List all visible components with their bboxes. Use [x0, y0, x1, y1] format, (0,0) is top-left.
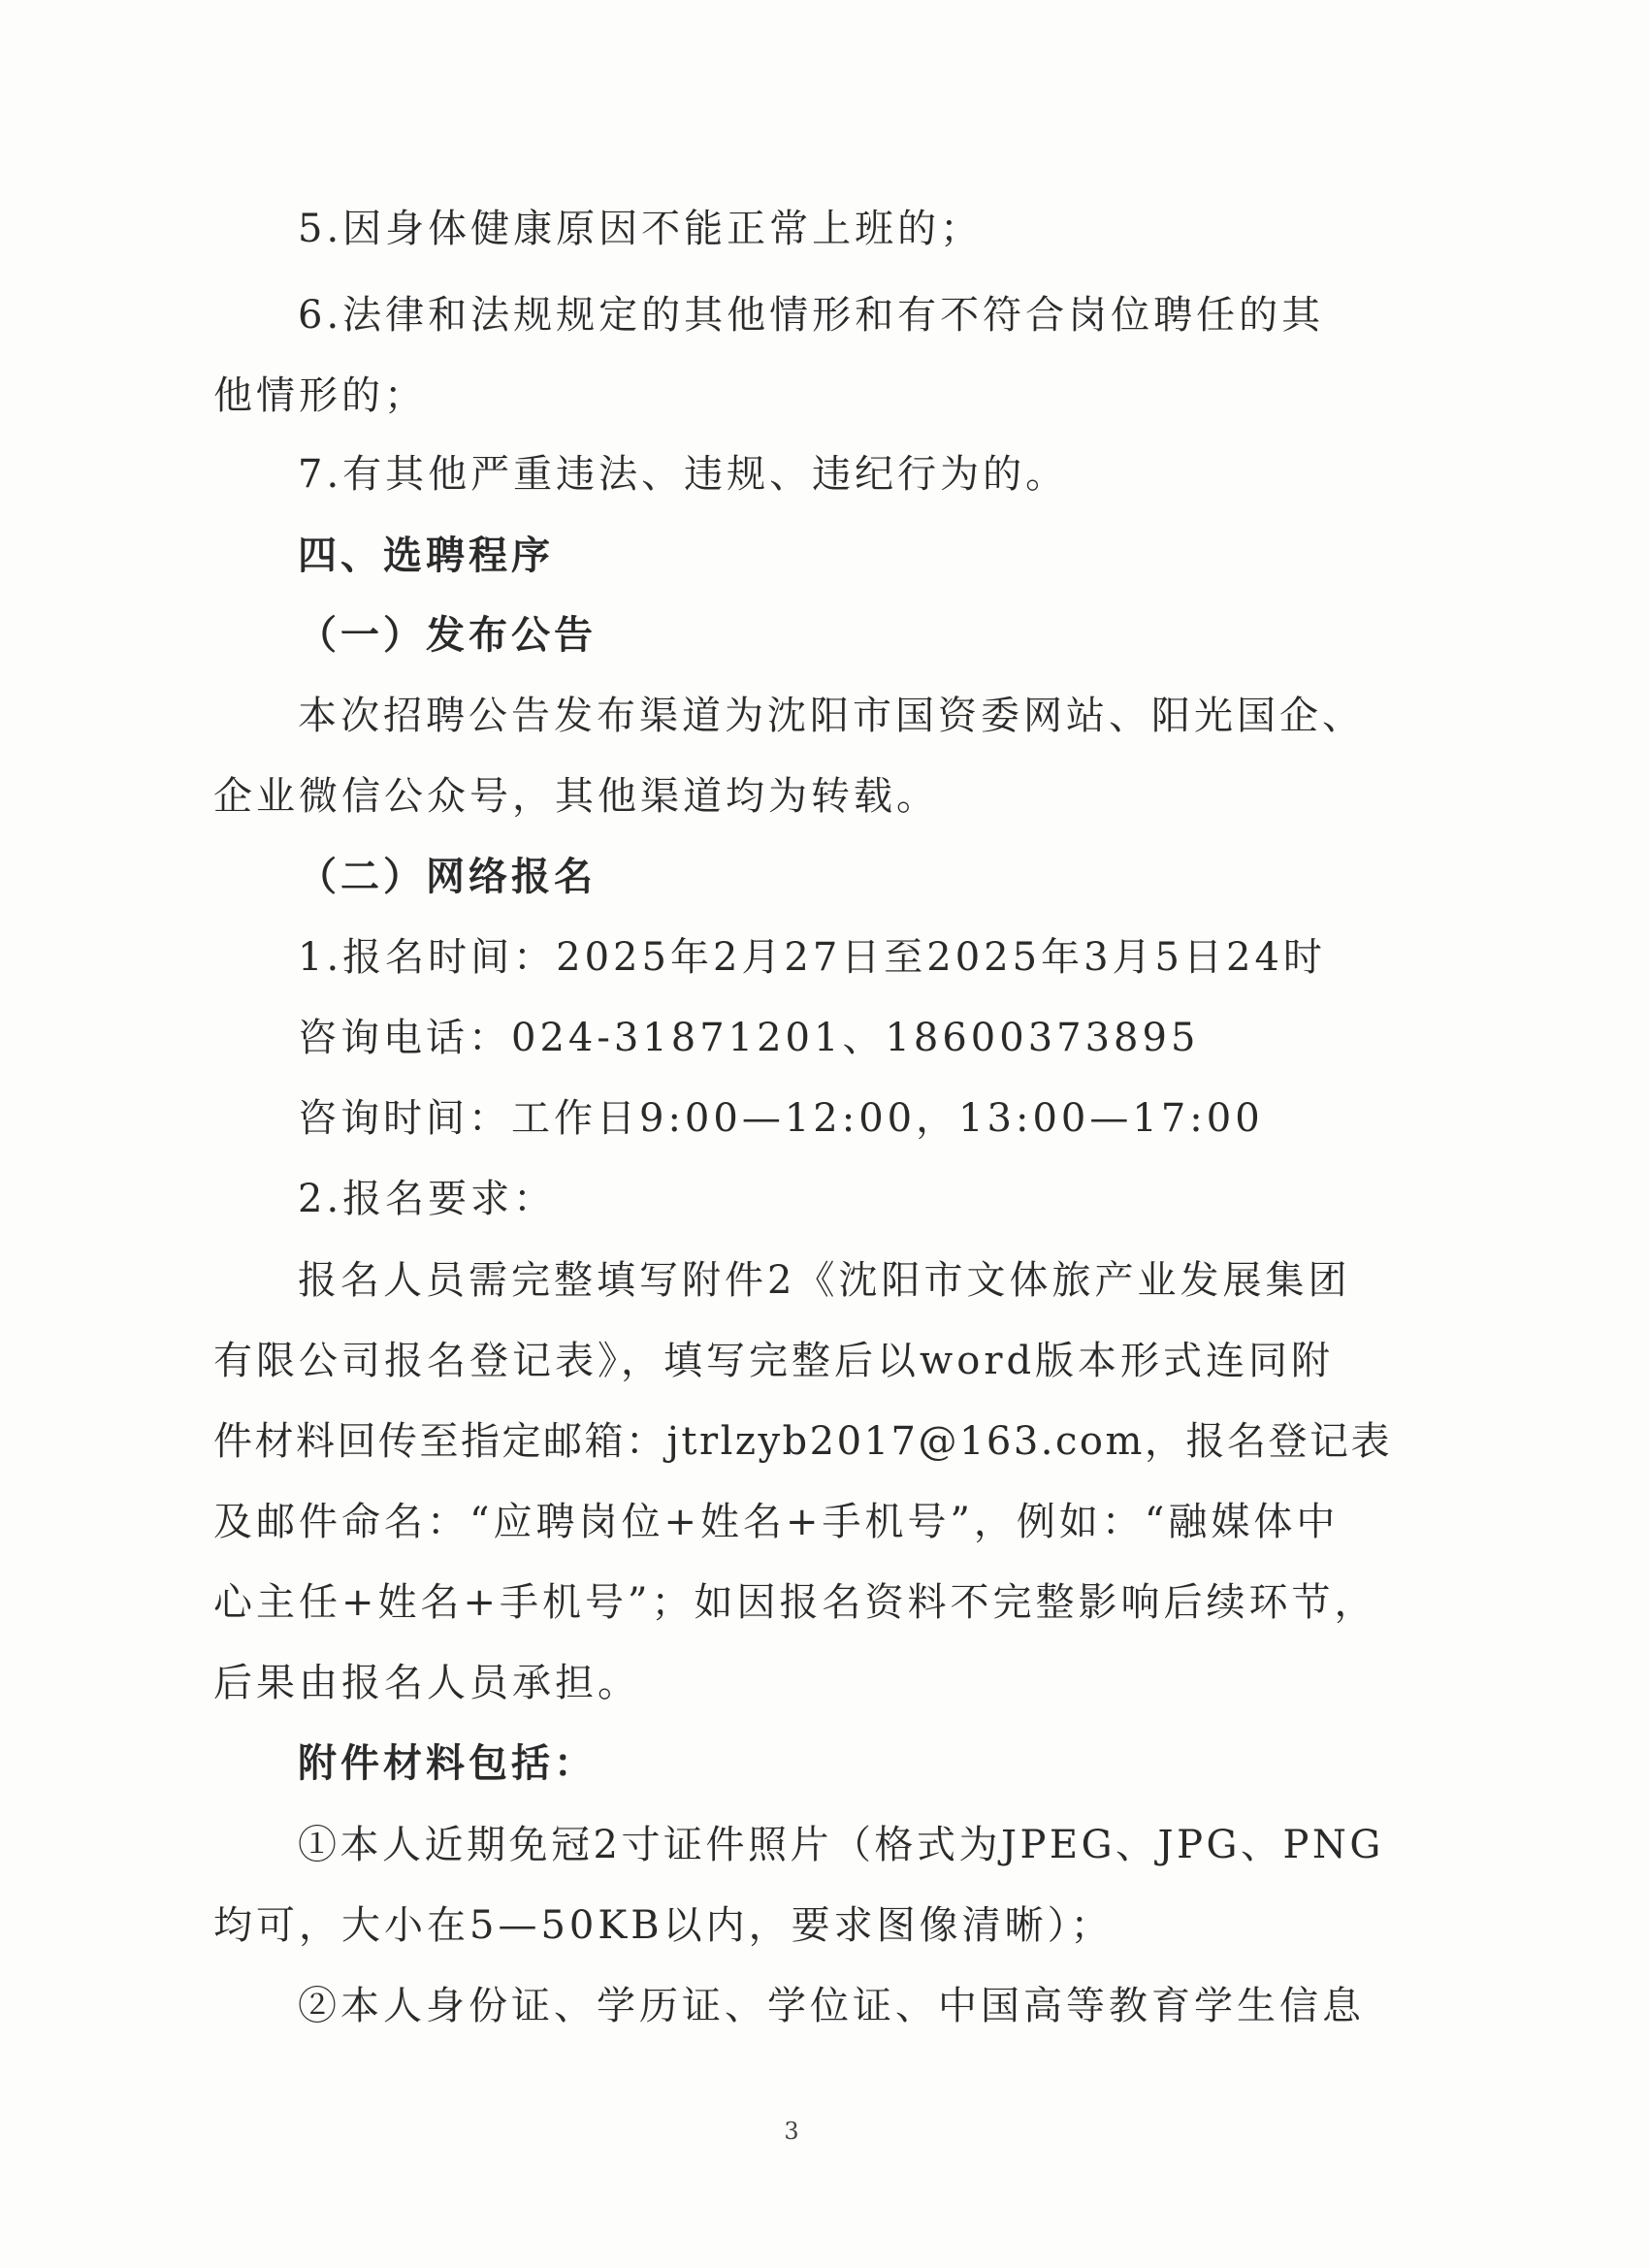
subsection-heading: （二）网络报名 — [298, 854, 597, 899]
text-line: 心主任+姓名+手机号”；如因报名资料不完整影响后续环节， — [213, 1580, 1377, 1625]
text-line: 7.有其他严重违法、违规、违纪行为的。 — [298, 452, 1069, 497]
text-line: 咨询时间：工作日9:00—12:00，13:00—17:00 — [298, 1096, 1264, 1141]
page-number: 3 — [784, 2118, 799, 2145]
text-line: 5.因身体健康原因不能正常上班的； — [298, 207, 984, 251]
text-line: 1.报名时间：2025年2月27日至2025年3月5日24时 — [298, 935, 1326, 980]
text-line: 及邮件命名：“应聘岗位+姓名+手机号”，例如：“融媒体中 — [213, 1500, 1340, 1544]
text-line: 本次招聘公告发布渠道为沈阳市国资委网站、阳光国企、 — [298, 694, 1365, 738]
text-line: 他情形的； — [213, 373, 427, 418]
text-line: 2.报名要求： — [298, 1177, 557, 1221]
text-line: ②本人身份证、学历证、学位证、中国高等教育学生信息 — [298, 1984, 1365, 2028]
attachment-heading: 附件材料包括： — [298, 1740, 597, 1786]
text-line: 企业微信公众号，其他渠道均为转载。 — [213, 774, 939, 819]
text-line: 有限公司报名登记表》，填写完整后以word版本形式连同附 — [213, 1339, 1335, 1383]
section-heading: 四、选聘程序 — [298, 533, 554, 578]
text-line: 后果由报名人员承担。 — [213, 1661, 640, 1705]
text-line: 6.法律和法规规定的其他情形和有不符合岗位聘任的其 — [298, 293, 1325, 338]
text-line: 件材料回传至指定邮箱：jtrlzyb2017@163.com，报名登记表 — [213, 1419, 1392, 1464]
text-line: ①本人近期免冠2寸证件照片（格式为JPEG、JPG、PNG — [298, 1823, 1384, 1867]
subsection-heading: （一）发布公告 — [298, 612, 597, 658]
text-line: 均可，大小在5—50KB以内，要求图像清晰）； — [213, 1903, 1114, 1948]
text-line: 咨询电话：024-31871201、18600373895 — [298, 1016, 1200, 1060]
text-line: 报名人员需完整填写附件2《沈阳市文体旅产业发展集团 — [298, 1258, 1351, 1303]
